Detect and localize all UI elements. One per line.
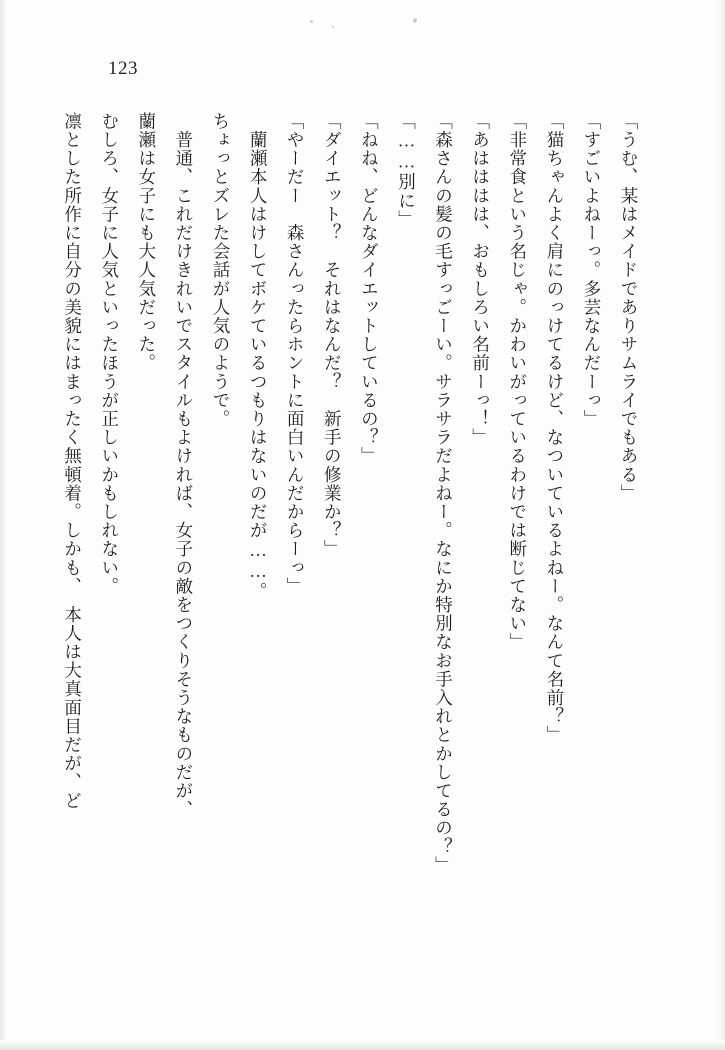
page-edge-left xyxy=(0,0,7,1050)
scan-speck xyxy=(413,18,417,23)
text-line: 「猫ちゃんよく肩にのっけてるけど、なついているよねー。なんて名前？」 xyxy=(544,112,565,745)
page-body-text xyxy=(62,112,647,942)
scan-speck xyxy=(310,20,313,23)
page-number: 123 xyxy=(108,58,138,79)
scan-speck xyxy=(332,26,334,28)
text-line: 「ダイエット？ それはなんだ？ 新手の修業か？」 xyxy=(322,112,343,559)
text-line: 普通、これだけきれいでスタイルもよければ、女子の敵をつくりそうなものだが、 xyxy=(173,112,194,819)
text-line: むしろ、女子に人気といったほうが正しいかもしれない。 xyxy=(99,112,120,596)
text-line: 「ねね、どんなダイエットしているの？」 xyxy=(359,112,380,466)
page-edge-right xyxy=(718,0,725,1050)
text-line: 「森さんの髪の毛すっごーい。サラサラだよねー。なにか特別なお手入れとかしてるの？」 xyxy=(433,112,454,875)
text-line: 「すごいよねーっ。多芸なんだーっ」 xyxy=(581,112,602,429)
text-line: 蘭瀬本人はけしてボケているつもりはないのだが……。 xyxy=(248,112,269,601)
text-line: 「あはははは、おもしろい名前ーっ！」 xyxy=(470,112,491,447)
text-line: 「うむ、某はメイドでありサムライでもある」 xyxy=(619,112,639,503)
text-line: 「……別に」 xyxy=(396,112,417,229)
page-edge-bottom xyxy=(0,1040,725,1050)
text-line: 「やーだー 森さんったらホントに面白いんだからーっ」 xyxy=(285,112,306,596)
text-line: 「非常食という名じゃ。かわいがっているわけでは断じてない」 xyxy=(507,112,528,652)
text-line: 凛とした所作に自分の美貌にはまったく無頓着。しかも、 本人は大真面目だが、ど xyxy=(62,112,83,811)
text-line: 蘭瀬は女子にも大人気だった。 xyxy=(136,112,157,373)
text-line: ちょっとズレた会話が人気のようで。 xyxy=(210,112,231,429)
